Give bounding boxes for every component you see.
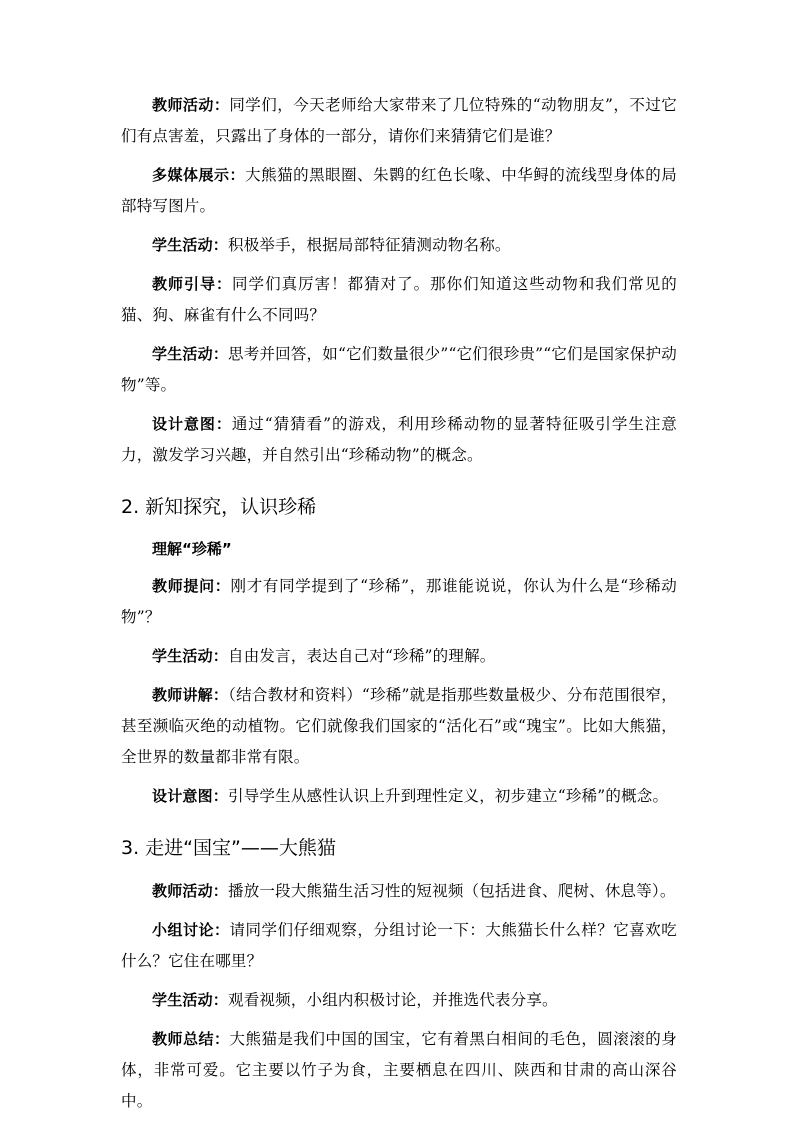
paragraph-teacher-activity-2	[121, 876, 677, 907]
paragraph-text: 积极举手，根据局部特征猜测动物名称。	[228, 236, 511, 254]
paragraph-text: 通过“猜猜看”的游戏，利用珍稀动物的显著特征吸引学生注意力，激发学习兴趣，并自然引出“珍稀动物”的概念。	[121, 415, 677, 464]
paragraph-text: 观看视频，小组内积极讨论，并推选代表分享。	[228, 991, 558, 1009]
paragraph-label: 设计意图：	[152, 415, 232, 433]
paragraph-label: 学生活动：	[152, 647, 229, 665]
paragraph-label: 多媒体展示：	[152, 166, 246, 184]
paragraph-text: （结合教材和资料）“珍稀”就是指那些数量极少、分布范围很窄，甚至濒临灭绝的动植物。它们就像我们国家的“活化石”或“瑰宝”。比如大熊猫，全世界的数量都非常有限。	[121, 686, 677, 766]
paragraph-text: 请同学们仔细观察，分组讨论一下：大熊猫长什么样？它喜欢吃什么？它住在哪里？	[121, 921, 677, 970]
paragraph-design-intent	[121, 409, 677, 471]
paragraph-teacher-guide	[121, 269, 677, 331]
paragraph-group-discussion	[121, 915, 677, 977]
paragraph-label: 学生活动：	[152, 991, 229, 1009]
paragraph-design-intent-2	[121, 781, 677, 812]
paragraph-label: 教师活动：	[152, 96, 230, 114]
paragraph-student-activity-3	[121, 641, 677, 672]
paragraph-teacher-activity	[121, 90, 677, 152]
paragraph-text: 刚才有同学提到了“珍稀”，那谁能说说，你认为什么是“珍稀动物”？	[121, 577, 677, 626]
paragraph-label: 教师引导：	[152, 275, 233, 293]
paragraph-text: 播放一段大熊猫生活习性的短视频（包括进食、爬树、休息等）。	[228, 882, 676, 900]
paragraph-label: 教师总结：	[152, 1030, 230, 1048]
paragraph-label: 教师讲解：	[152, 686, 229, 704]
paragraph-label: 学生活动：	[152, 236, 229, 254]
paragraph-teacher-summary	[121, 1024, 677, 1117]
document-content	[121, 90, 677, 1125]
paragraph-student-activity	[121, 230, 677, 261]
paragraph-teacher-question	[121, 571, 677, 633]
section-heading-3: 3. 走进“国宝”——大熊猫	[121, 837, 336, 859]
paragraph-student-activity-2	[121, 339, 677, 401]
paragraph-label: 学生活动：	[152, 345, 229, 363]
paragraph-teacher-explain	[121, 680, 677, 773]
paragraph-text: 同学们真厉害！都猜对了。那你们知道这些动物和我们常见的猫、狗、麻雀有什么不同吗？	[121, 275, 677, 324]
paragraph-student-activity-4	[121, 985, 677, 1016]
paragraph-text: 同学们，今天老师给大家带来了几位特殊的“动物朋友”，不过它们有点害羞，只露出了身体的一部分，请你们来猜猜它们是谁？	[121, 96, 677, 145]
paragraph-text: 引导学生从感性认识上升到理性定义，初步建立“珍稀”的概念。	[228, 787, 669, 805]
section-heading-2: 2. 新知探究，认识珍稀	[121, 496, 317, 518]
paragraph-label: 教师活动：	[152, 882, 229, 900]
paragraph-label: 小组讨论：	[152, 921, 230, 939]
paragraph-label: 教师提问：	[152, 577, 231, 595]
paragraph-text: 大熊猫的黑眼圈、朱鹮的红色长喙、中华鲟的流线型身体的局部特写图片。	[121, 166, 678, 215]
subheading-understand: 理解“珍稀”	[152, 540, 232, 558]
paragraph-text: 自由发言，表达自己对“珍稀”的理解。	[228, 647, 496, 665]
paragraph-multimedia	[121, 160, 677, 222]
paragraph-text: 大熊猫是我们中国的国宝，它有着黑白相间的毛色，圆滚滚的身体，非常可爱。它主要以竹子为食，主要栖息在四川、陕西和甘肃的高山深谷中。	[121, 1030, 677, 1110]
paragraph-text: 思考并回答，如“它们数量很少”“它们很珍贵”“它们是国家保护动物”等。	[121, 345, 677, 394]
paragraph-label: 设计意图：	[152, 787, 229, 805]
